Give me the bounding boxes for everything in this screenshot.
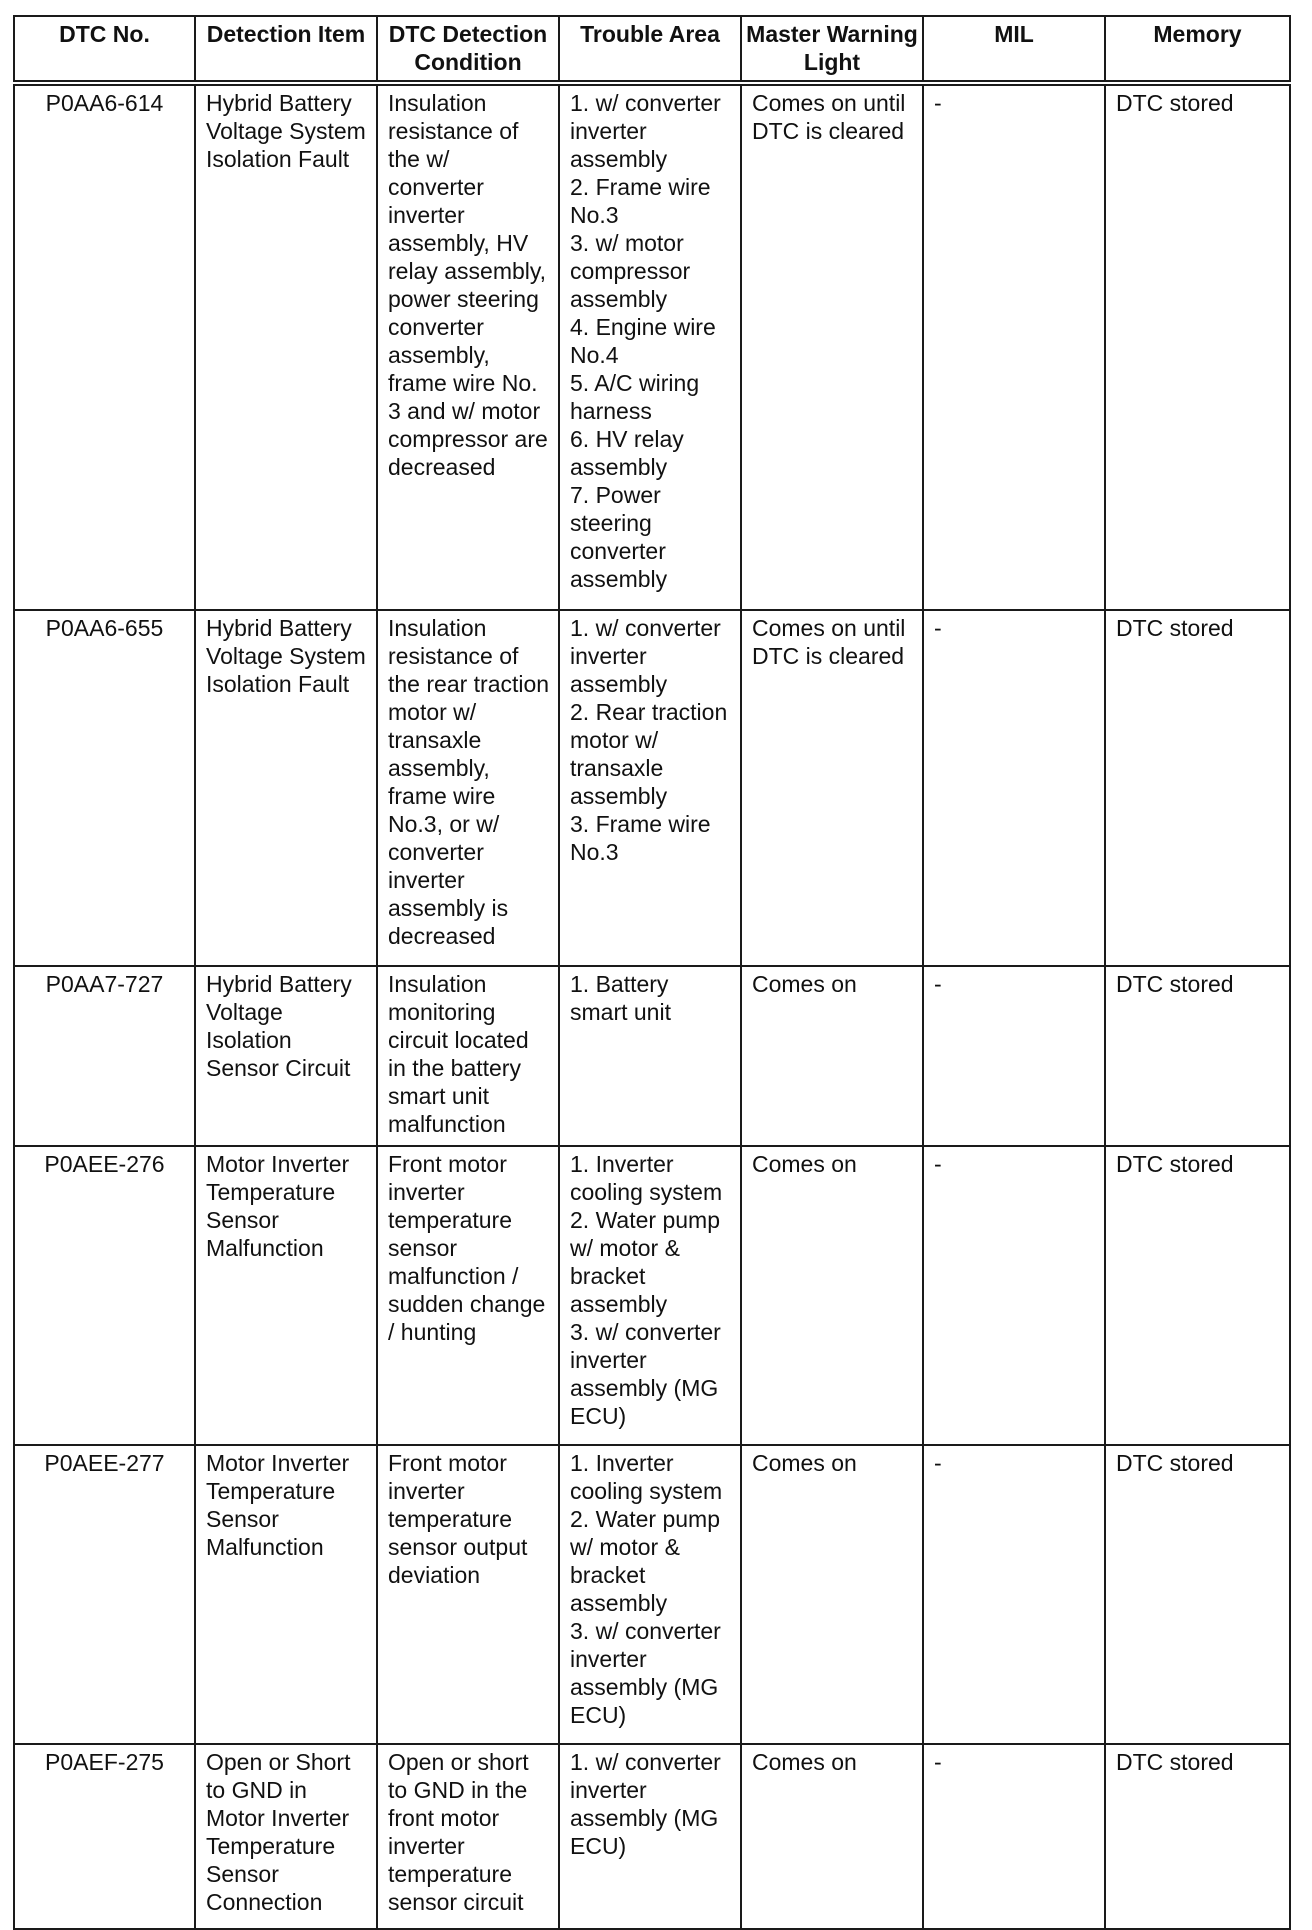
memory-cell: DTC stored <box>1105 1445 1290 1744</box>
trouble-area-item: 1. w/ converter inverter assembly (MG ECU) <box>570 1749 721 1859</box>
trouble-area-item: 2. Water pump w/ motor & bracket assembly <box>570 1506 720 1616</box>
header-dtc-no: DTC No. <box>14 16 195 83</box>
trouble-area-cell <box>559 610 741 966</box>
header-master-warning-light: Master Warning Light <box>741 16 923 83</box>
memory-cell: DTC stored <box>1105 83 1290 610</box>
dtc-no-cell: P0AEE-277 <box>14 1445 195 1744</box>
condition-cell: Front motor inverter temperature sensor malfunction / sudden change / hunting <box>377 1146 559 1445</box>
trouble-area-cell <box>559 1445 741 1744</box>
trouble-area-item: 3. Frame wire No.3 <box>570 811 711 865</box>
condition-cell: Insulation monitoring circuit located in the battery smart unit malfunction <box>377 966 559 1146</box>
mil-cell: - <box>923 1445 1105 1744</box>
header-trouble-area: Trouble Area <box>559 16 741 83</box>
dtc-no-cell: P0AEE-276 <box>14 1146 195 1445</box>
table-row <box>14 1146 1290 1445</box>
condition-cell: Insulation resistance of the rear traction motor w/ transaxle assembly, frame wire No.3, or w/ converter inverter assembly is decreased <box>377 610 559 966</box>
mil-cell: - <box>923 610 1105 966</box>
table-row <box>14 1744 1290 1929</box>
mil-cell: - <box>923 1744 1105 1929</box>
trouble-area-item: 6. HV relay assembly <box>570 426 684 480</box>
mil-cell: - <box>923 83 1105 610</box>
trouble-area-item: 2. Rear traction motor w/ transaxle assembly <box>570 699 728 809</box>
table-row <box>14 1445 1290 1744</box>
master-warning-light-cell: Comes on until DTC is cleared <box>741 610 923 966</box>
header-detection-condition: DTC Detection Condition <box>377 16 559 83</box>
trouble-area-cell <box>559 83 741 610</box>
condition-cell: Open or short to GND in the front motor inverter temperature sensor circuit <box>377 1744 559 1929</box>
dtc-no-cell: P0AA7-727 <box>14 966 195 1146</box>
detection-item-cell: Motor Inverter Temperature Sensor Malfunction <box>195 1445 377 1744</box>
master-warning-light-cell: Comes on <box>741 1744 923 1929</box>
detection-item-cell: Open or Short to GND in Motor Inverter Temperature Sensor Connection <box>195 1744 377 1929</box>
condition-cell: Front motor inverter temperature sensor output deviation <box>377 1445 559 1744</box>
header-row <box>14 16 1290 83</box>
header-mil: MIL <box>923 16 1105 83</box>
trouble-area-item: 1. w/ converter inverter assembly <box>570 90 721 172</box>
dtc-table <box>13 15 1291 1930</box>
trouble-area-item: 1. Inverter cooling system <box>570 1450 723 1504</box>
master-warning-light-cell: Comes on <box>741 1445 923 1744</box>
trouble-area-item: 3. w/ converter inverter assembly (MG ECU) <box>570 1618 721 1728</box>
dtc-no-cell: P0AA6-655 <box>14 610 195 966</box>
trouble-area-item: 5. A/C wiring harness <box>570 370 700 424</box>
master-warning-light-cell: Comes on <box>741 1146 923 1445</box>
trouble-area-cell <box>559 1744 741 1929</box>
trouble-area-item: 2. Water pump w/ motor & bracket assembly <box>570 1207 720 1317</box>
table-row <box>14 610 1290 966</box>
memory-cell: DTC stored <box>1105 610 1290 966</box>
master-warning-light-cell: Comes on <box>741 966 923 1146</box>
detection-item-cell: Hybrid Battery Voltage Isolation Sensor Circuit <box>195 966 377 1146</box>
trouble-area-item: 3. w/ converter inverter assembly (MG ECU) <box>570 1319 721 1429</box>
trouble-area-item: 7. Power steering converter assembly <box>570 482 668 592</box>
dtc-no-cell: P0AEF-275 <box>14 1744 195 1929</box>
detection-item-cell: Hybrid Battery Voltage System Isolation Fault <box>195 610 377 966</box>
mil-cell: - <box>923 1146 1105 1445</box>
trouble-area-cell <box>559 966 741 1146</box>
trouble-area-item: 4. Engine wire No.4 <box>570 314 716 368</box>
dtc-no-cell: P0AA6-614 <box>14 83 195 610</box>
trouble-area-item: 2. Frame wire No.3 <box>570 174 711 228</box>
table-row <box>14 966 1290 1146</box>
condition-cell: Insulation resistance of the w/ converter inverter assembly, HV relay assembly, power steering converter assembly, frame wire No. 3 and w/ motor compressor are decreased <box>377 83 559 610</box>
detection-item-cell: Motor Inverter Temperature Sensor Malfunction <box>195 1146 377 1445</box>
trouble-area-item: 1. Battery smart unit <box>570 971 671 1025</box>
table-row <box>14 83 1290 610</box>
trouble-area-cell <box>559 1146 741 1445</box>
trouble-area-item: 3. w/ motor compressor assembly <box>570 230 691 312</box>
memory-cell: DTC stored <box>1105 1744 1290 1929</box>
master-warning-light-cell: Comes on until DTC is cleared <box>741 83 923 610</box>
trouble-area-item: 1. Inverter cooling system <box>570 1151 723 1205</box>
memory-cell: DTC stored <box>1105 1146 1290 1445</box>
detection-item-cell: Hybrid Battery Voltage System Isolation Fault <box>195 83 377 610</box>
mil-cell: - <box>923 966 1105 1146</box>
header-memory: Memory <box>1105 16 1290 83</box>
trouble-area-item: 1. w/ converter inverter assembly <box>570 615 721 697</box>
memory-cell: DTC stored <box>1105 966 1290 1146</box>
header-detection-item: Detection Item <box>195 16 377 83</box>
